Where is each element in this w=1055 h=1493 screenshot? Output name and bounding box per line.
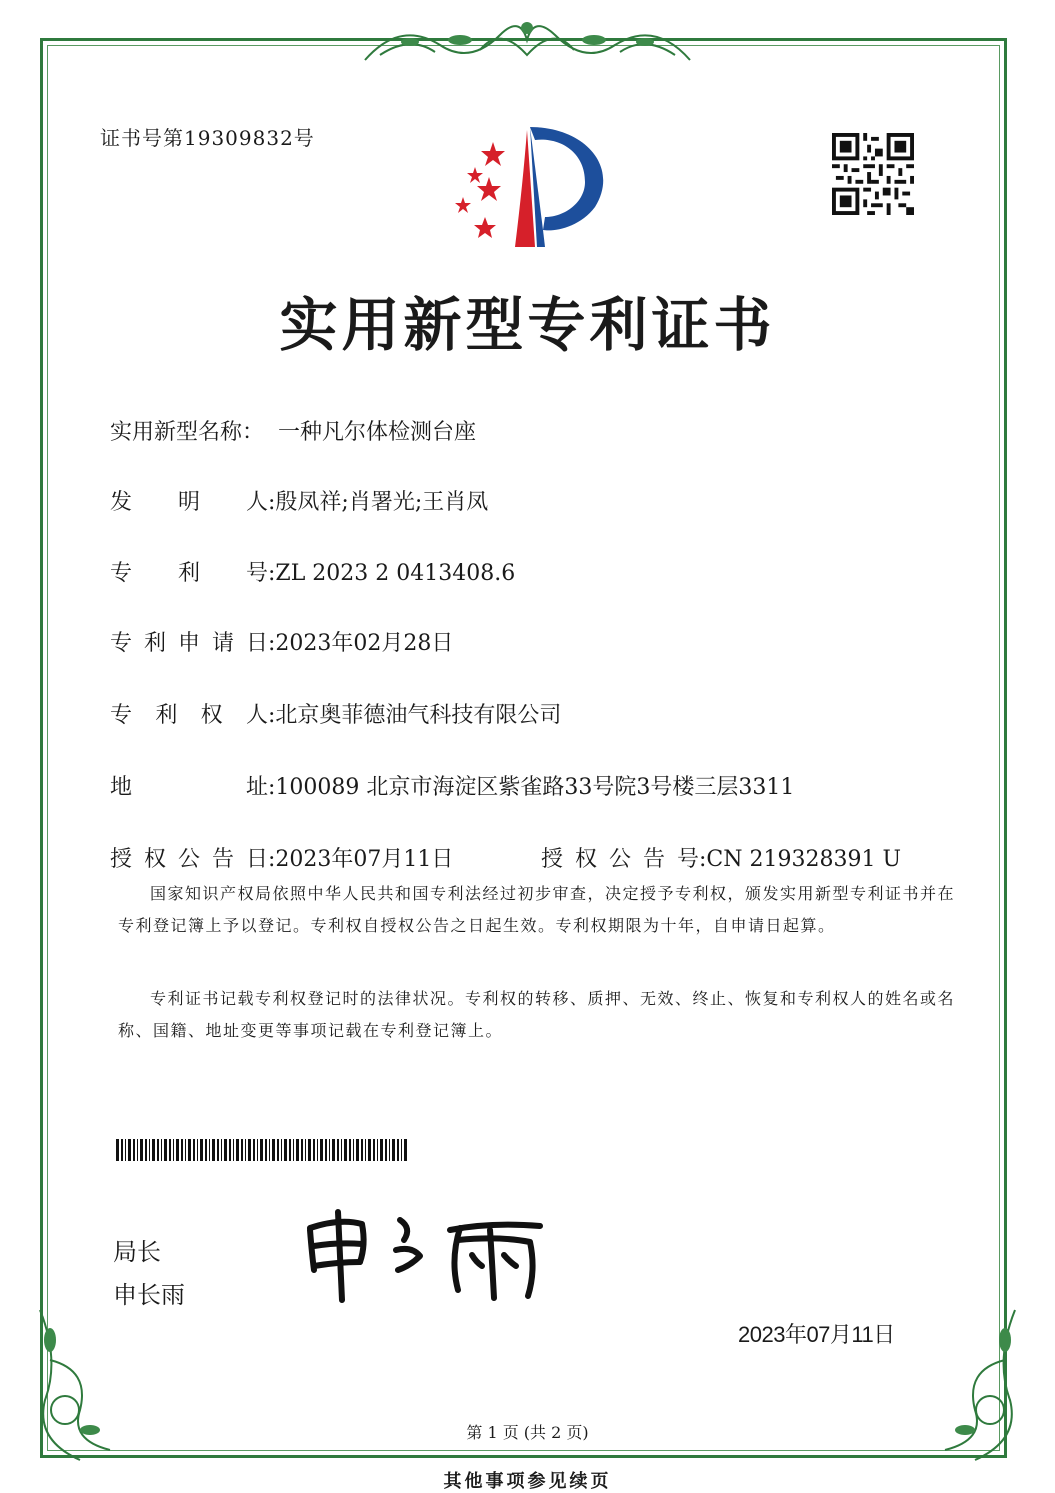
field-value: ZL 2023 2 0413408.6 [275,561,516,586]
field-value: 100089 北京市海淀区紫雀路33号院3号楼三层3311 [275,775,795,800]
handwritten-signature [300,1200,560,1310]
page-indicator: 第 1 页 (共 2 页) [466,1423,589,1442]
field-label: 专 利 权 人 [110,703,268,728]
field-inventor: 发 明 人 :殷凤祥;肖署光;王肖凤 [96,460,488,516]
issue-date: 2023年07月11日 [738,1322,895,1347]
qr-code-icon [832,133,914,215]
field-utility-model-name [96,390,476,446]
field-patentee: 专 利 权 人 :北京奥菲德油气科技有限公司 [96,673,561,729]
field-value: 2023年07月11日 [275,847,454,872]
field-address: 地 址 :100089 北京市海淀区紫雀路33号院3号楼三层3311 [96,745,794,801]
field-label: 授 权 公 告 号 [541,847,699,872]
corner-ornament-left-icon [20,1300,140,1470]
corner-ornament-right-icon [915,1300,1035,1470]
field-value: 北京奥菲德油气科技有限公司 [275,703,562,728]
statement-paragraph: 国家知识产权局依照中华人民共和国专利法经过初步审查，决定授予专利权，颁发实用新型专利证书并在专利登记簿上予以登记。专利权自授权公告之日起生效。专利权期限为十年，自申请日起算。 [118,884,956,935]
field-label: 专 利 号 [110,561,268,586]
field-label: 地 址 [110,775,268,800]
statement-paragraph: 专利证书记载专利权登记时的法律状况。专利权的转移、质押、无效、终止、恢复和专利权人的姓名或名称、国籍、地址变更等事项记载在专利登记簿上。 [118,989,956,1040]
footer-note: 其他事项参见续页 [443,1471,612,1492]
field-filing-date: 专 利 申 请 日 :2023年02月28日 [96,601,453,657]
director-name: 申长雨 [113,1281,185,1309]
certificate-number: 证书号第19309832号 [100,126,315,150]
field-grant-number: 授 权 公 告 号 :CN 219328391 U [527,817,901,873]
field-value: CN 219328391 U [706,847,902,872]
barcode-icon [116,1139,408,1161]
document-title: 实用新型专利证书 [279,291,776,359]
field-value: 一种凡尔体检测台座 [278,420,477,445]
field-label: 授 权 公 告 日 [110,847,268,872]
top-ornament-icon [360,10,695,72]
field-label: 专 利 申 请 日 [110,631,268,656]
field-label: 发 明 人 [110,490,268,515]
field-grant-date: 授 权 公 告 日 :2023年07月11日 [96,817,453,873]
field-value: 殷凤祥;肖署光;王肖凤 [275,490,489,515]
field-label: 实用新型名称： [110,420,265,445]
national-ip-emblem-icon [445,122,610,252]
field-value: 2023年02月28日 [275,631,454,656]
director-title: 局长 [113,1238,161,1266]
field-patent-number: 专 利 号 :ZL 2023 2 0413408.6 [96,531,515,587]
